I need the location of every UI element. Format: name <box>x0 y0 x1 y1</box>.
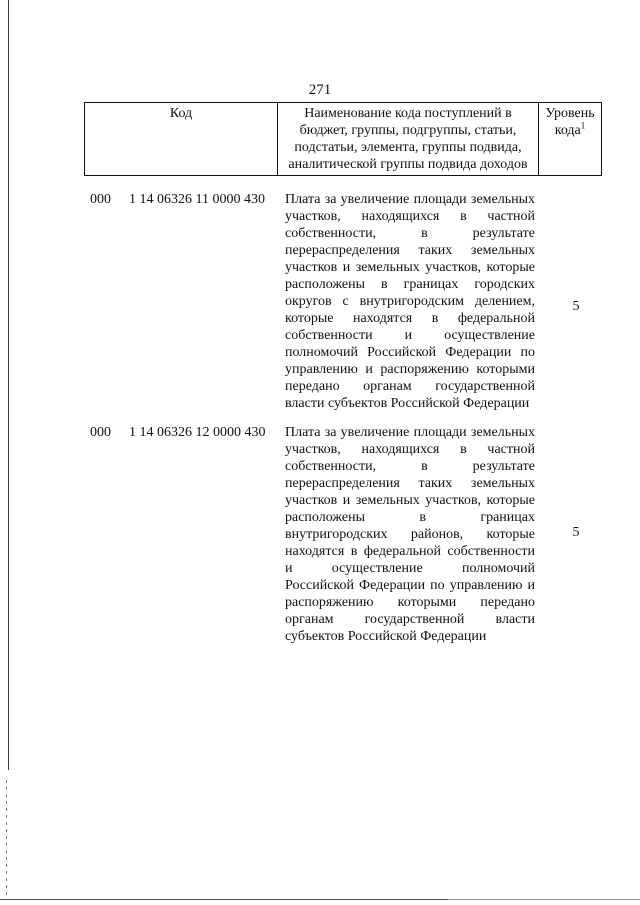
revenue-name: Плата за увеличение площади земельных участков, находящихся в частной собственности, в результате перераспределения таких земельных участков и земельных участков, которые расположены в границах внутригородских районов, которые находятся в федеральной собственности и осуществление полномочий Российской Федерации по управлению и распоряжению которыми передано органам государственной власти субъектов Российской Федерации <box>285 425 535 644</box>
table-header <box>84 102 602 176</box>
scan-edge-left <box>8 0 9 770</box>
header-row <box>85 103 602 176</box>
footnote-marker: 1 <box>580 120 586 131</box>
scan-edge-left-lower <box>6 780 7 900</box>
header-level-label: Уровень кода <box>545 106 595 138</box>
revenue-level: 5 <box>572 525 580 540</box>
revenue-code: 1 14 06326 11 0000 430 <box>129 192 265 207</box>
header-level <box>539 103 602 176</box>
scan-edge-bottom <box>0 899 640 900</box>
revenue-name: Плата за увеличение площади земельных участков, находящихся в частной собственности, в результате перераспределения таких земельных участков и земельных участков, которые расположены в границах городских округов с внутригородским делением, которые находятся в федеральной собственности и осуществление полномочий Российской Федерации по управлению и распоряжению которыми передано органам государственной власти субъектов Российской Федерации <box>285 192 535 411</box>
header-name <box>278 103 539 176</box>
admin-code: 000 <box>90 192 111 207</box>
header-code-label: Код <box>169 106 193 121</box>
admin-code: 000 <box>90 425 111 440</box>
page-number: 271 <box>308 82 332 98</box>
header-name-label: Наименование кода поступлений в бюджет, группы, подгруппы, статьи, подстатьи, элемента, группы подвида, аналитической группы подвида доходов <box>288 106 528 172</box>
revenue-level: 5 <box>572 299 580 314</box>
revenue-code: 1 14 06326 12 0000 430 <box>129 425 266 440</box>
header-code <box>85 103 278 176</box>
